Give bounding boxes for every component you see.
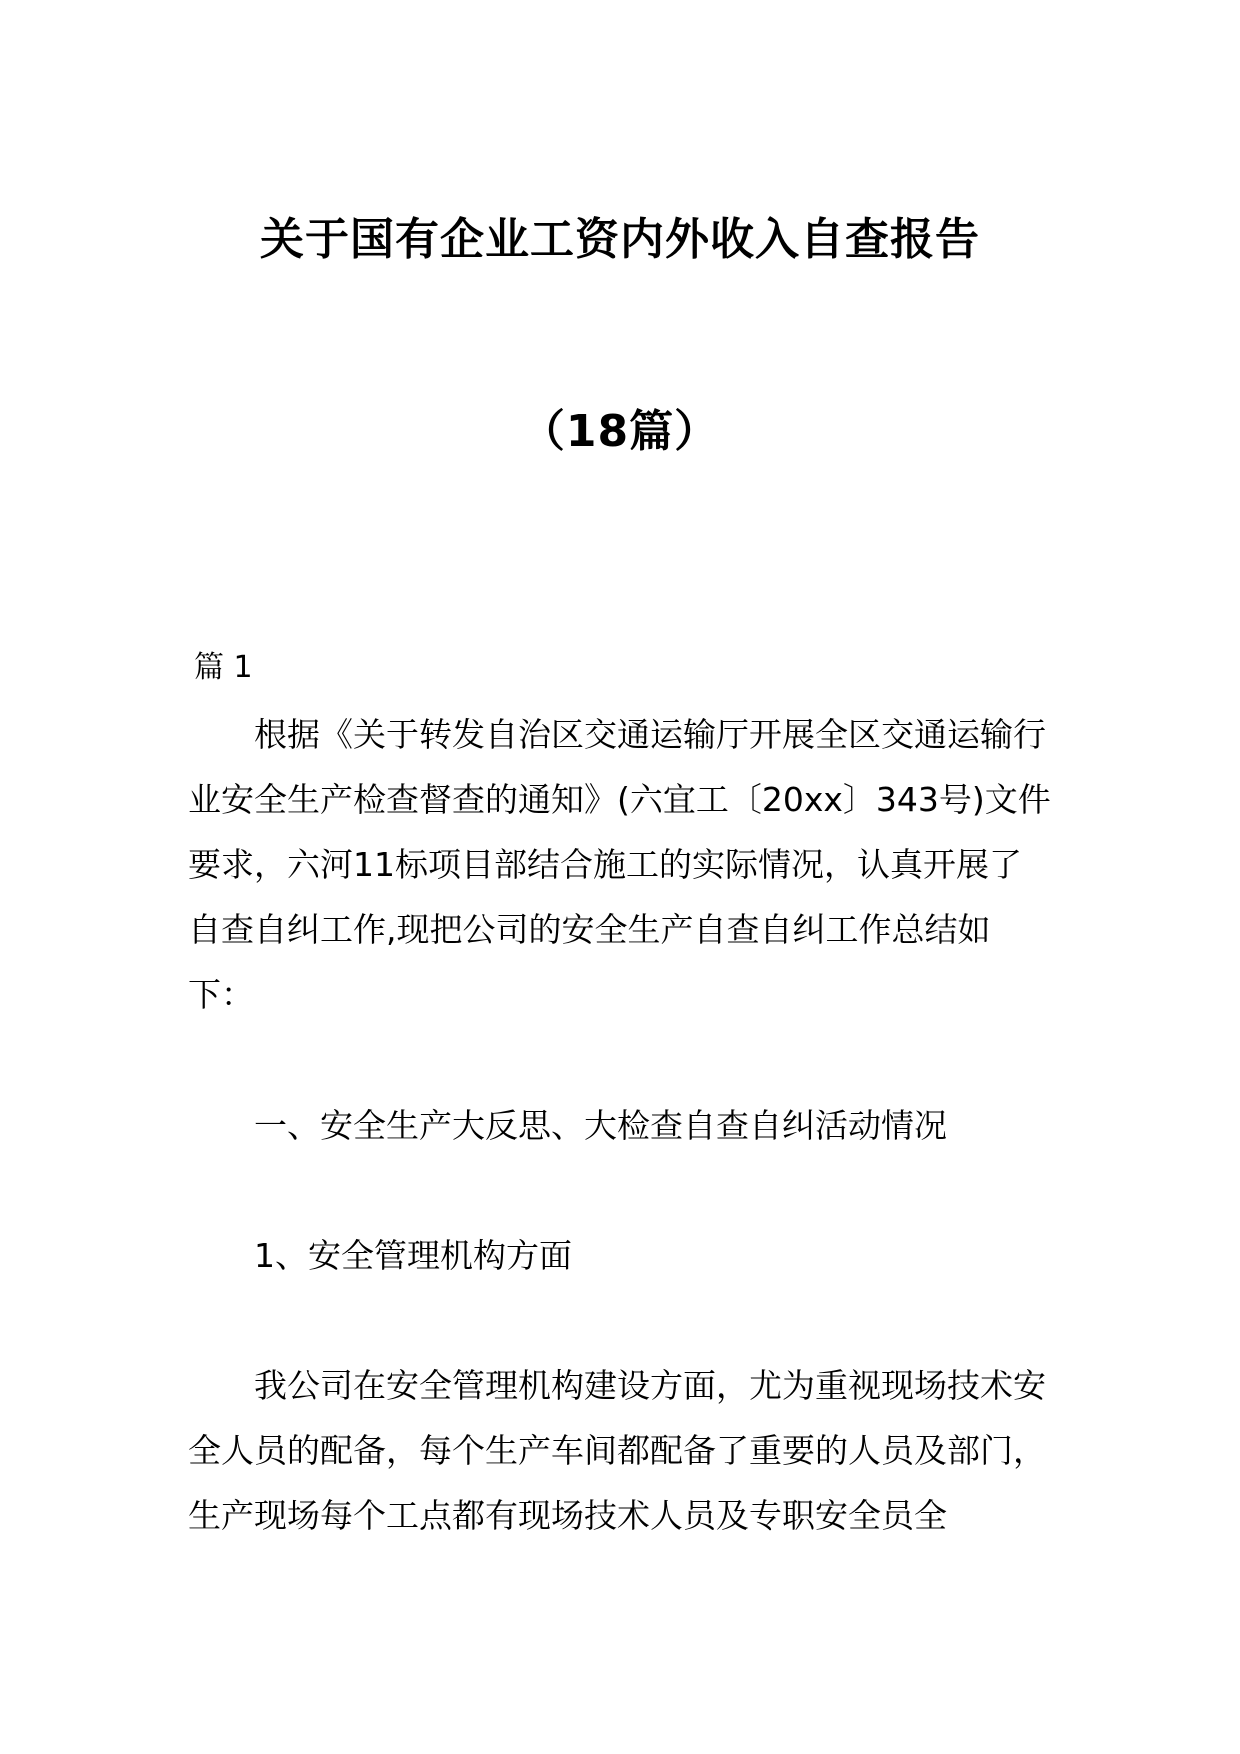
paragraph-safety-org: 我公司在安全管理机构建设方面，尤为重视现场技术安全人员的配备，每个生产车间都配备了重要的人员及部门，生产现场每个工点都有现场技术人员及专职安全员全: [188, 1366, 1046, 1535]
document-subtitle: （18篇）: [520, 406, 720, 457]
section-heading: 一、安全生产大反思、大检查自查自纠活动情况: [254, 1106, 947, 1145]
paragraph-intro: 根据《关于转发自治区交通运输厅开展全区交通运输行业安全生产检查督查的通知》(六宜工〔20xx〕343号)文件要求，六河11标项目部结合施工的实际情况，认真开展了自查自纠工作,现把公司的安全生产自查自纠工作总结如下：: [188, 715, 1051, 1014]
document-title: 关于国有企业工资内外收入自查报告: [260, 214, 980, 265]
chapter-label: 篇 1: [194, 650, 253, 685]
subsection-heading: 1、安全管理机构方面: [254, 1236, 572, 1275]
